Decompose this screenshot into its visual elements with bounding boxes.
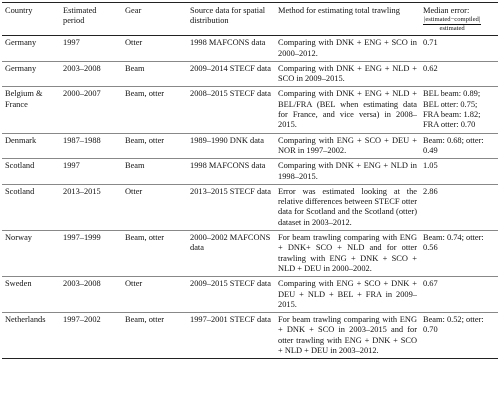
cell-country: Denmark: [5, 135, 37, 145]
cell-period: 1997: [63, 38, 80, 48]
cell-method: For beam trawling comparing with ENG + DNK+ SCO + NLD and for otter trawling with ENG + DNK + SCO + NLD + DEU in 2000–2002.: [278, 233, 417, 273]
cell-country: Scotland: [5, 161, 35, 171]
cell-source: 1997–2001 STECF data: [190, 315, 271, 325]
cell-source: 2013–2015 STECF data: [190, 186, 271, 196]
table-row: [2, 231, 498, 277]
cell-method: Comparing with ENG + SCO + DNK + DEU + NLD + BEL + FRA in 2009–2015.: [278, 279, 417, 309]
table-row: [2, 184, 498, 230]
median-fraction-denominator: estimated: [439, 24, 465, 32]
cell-median: Beam: 0.52; otter: 0.70: [423, 315, 484, 335]
table-row: [2, 313, 498, 359]
cell-gear: Otter: [125, 279, 143, 289]
table-row: [2, 87, 498, 133]
cell-period: 2003–2008: [63, 63, 101, 73]
cell-source: 2009–2015 STECF data: [190, 279, 271, 289]
cell-country: Netherlands: [5, 315, 46, 325]
cell-method: For beam trawling comparing with ENG + DNK + SCO in 2003–2015 and for otter trawling with ENG + DNK + SCO + NLD + DEU in 2003–2012.: [278, 315, 417, 356]
cell-period: 1987–1988: [63, 135, 101, 145]
header-gear: Gear: [125, 6, 142, 15]
median-fraction-numerator: |estimated−compiled|: [424, 16, 481, 24]
cell-country: Scotland: [5, 186, 35, 196]
cell-period: 1997: [63, 161, 80, 171]
cell-method: Comparing with DNK + ENG + SCO in 2000–2012.: [278, 38, 417, 58]
table-header: [2, 3, 498, 36]
cell-source: 2009–2014 STECF data: [190, 63, 271, 73]
table-row: [2, 159, 498, 185]
table-body: [2, 36, 498, 359]
table-row: [2, 133, 498, 159]
header-median-prefix: Median error:: [423, 6, 470, 15]
cell-source: 2000–2002 MAFCONS data: [190, 233, 271, 253]
cell-median: BEL beam: 0.89; BEL otter: 0.75; FRA beam: 1.82; FRA otter: 0.70: [423, 89, 481, 130]
header-method: Method for estimating total trawling: [278, 6, 400, 15]
cell-source: 1998 MAFCONS data: [190, 38, 266, 48]
cell-method: Comparing with DNK + ENG + NLD in 1998–2015.: [278, 161, 417, 181]
cell-gear: Otter: [125, 186, 143, 196]
header-row: [2, 3, 498, 36]
cell-median: 1.05: [423, 161, 438, 171]
cell-method: Comparing with ENG + SCO + DEU + NOR in 1997–2002.: [278, 135, 417, 155]
cell-source: 1998 MAFCONS data: [190, 161, 266, 171]
cell-country: Belgium & France: [5, 89, 43, 109]
table-row: [2, 36, 498, 62]
cell-method: Error was estimated looking at the relative differences between STECF otter data for Scotland and the Scotland (otter) dataset in 2003–2012.: [278, 186, 417, 227]
cell-period: 2000–2007: [63, 89, 101, 99]
table-row: [2, 61, 498, 87]
header-median: [420, 3, 498, 36]
cell-source: 1989–1990 DNK data: [190, 135, 264, 145]
header-source: Source data for spatial distribution: [190, 6, 266, 26]
cell-gear: Beam, otter: [125, 315, 165, 325]
header-period: Estimated period: [63, 6, 97, 26]
cell-gear: Beam: [125, 63, 145, 73]
cell-method: Comparing with DNK + ENG + NLD + SCO in 2009–2015.: [278, 63, 417, 84]
cell-period: 2013–2015: [63, 186, 101, 196]
cell-country: Germany: [5, 38, 37, 48]
cell-median: 0.67: [423, 279, 438, 289]
median-fraction: [423, 16, 481, 32]
cell-country: Norway: [5, 233, 32, 243]
cell-country: Sweden: [5, 279, 32, 289]
cell-median: 0.71: [423, 38, 438, 48]
cell-period: 1997–2002: [63, 315, 101, 325]
cell-median: Beam: 0.68; otter: 0.49: [423, 135, 484, 155]
cell-gear: Beam, otter: [125, 89, 165, 99]
error-table: [2, 2, 498, 359]
cell-median: 2.86: [423, 186, 438, 196]
cell-gear: Beam, otter: [125, 135, 165, 145]
cell-method: Comparing with DNK + ENG + NLD + BEL/FRA (BEL when estimating data for France, and vice versa) in 2008–2015.: [278, 89, 417, 130]
table-row: [2, 277, 498, 313]
cell-gear: Otter: [125, 38, 143, 48]
cell-gear: Beam: [125, 161, 145, 171]
cell-period: 2003–2008: [63, 279, 101, 289]
cell-period: 1997–1999: [63, 233, 101, 243]
cell-source: 2008–2015 STECF data: [190, 89, 271, 99]
cell-median: 0.62: [423, 63, 438, 73]
cell-country: Germany: [5, 63, 37, 73]
header-country: Country: [5, 6, 33, 15]
cell-median: Beam: 0.74; otter: 0.56: [423, 233, 484, 253]
cell-gear: Beam, otter: [125, 233, 165, 243]
